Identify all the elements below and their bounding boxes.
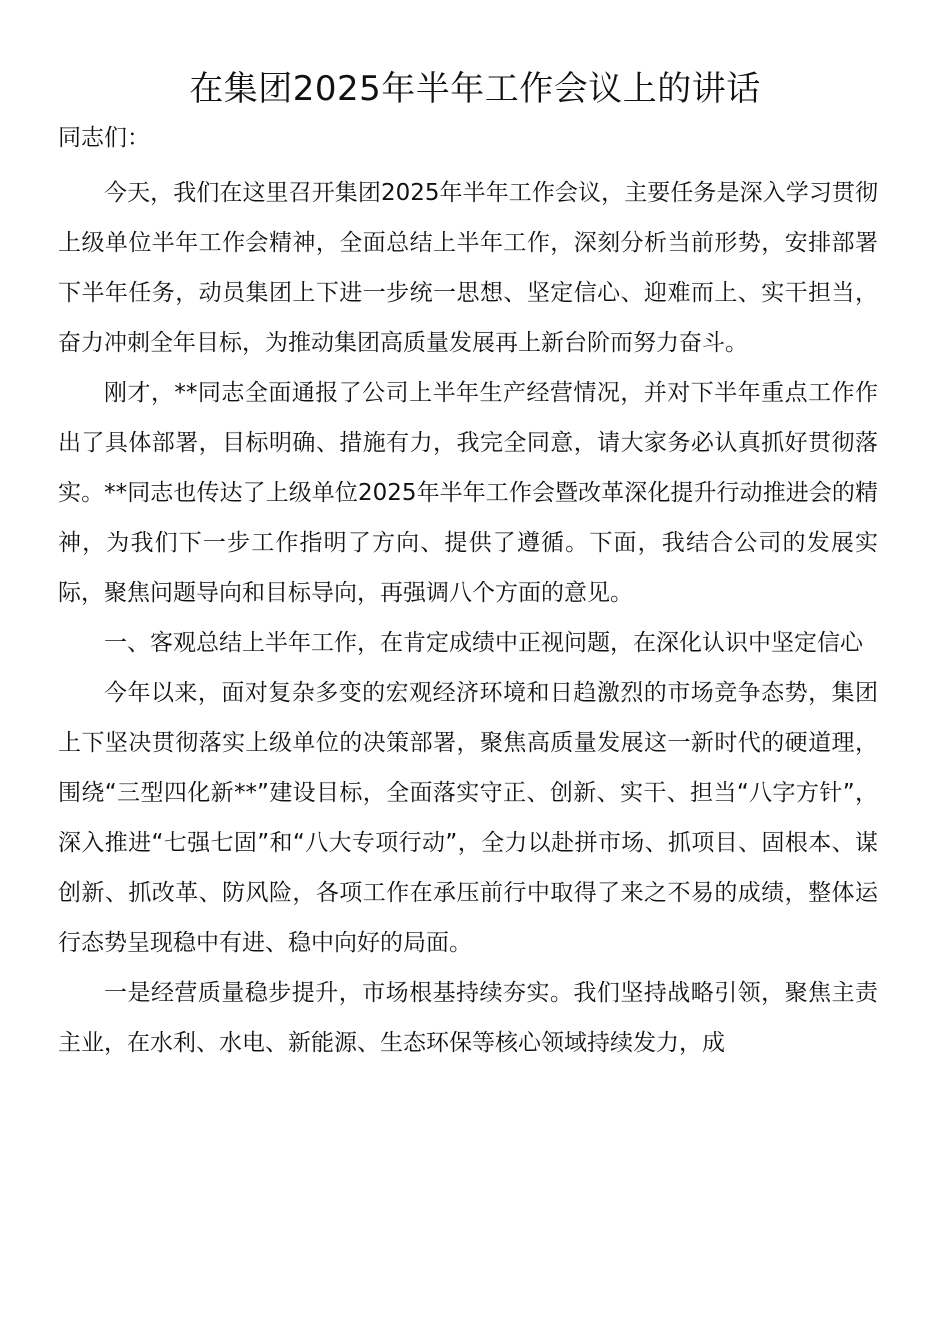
paragraph-point-1: 一是经营质量稳步提升，市场根基持续夯实。我们坚持战略引领，聚焦主责主业，在水利、水电、新能源、生态环保等核心领域持续发力，成 xyxy=(58,980,878,1056)
paragraph-opening: 今天，我们在这里召开集团2025年半年工作会议，主要任务是深入学习贯彻上级单位半年工作会精神，全面总结上半年工作，深刻分析当前形势，安排部署下半年任务，动员集团上下进一步统一思想、坚定信心、迎难而上、实干担当，奋力冲刺全年目标，为推动集团高质量发展再上新台阶而努力奋斗。 xyxy=(58,180,878,356)
document-body xyxy=(58,168,878,1068)
paragraph-report-summary: 刚才，**同志全面通报了公司上半年生产经营情况，并对下半年重点工作作出了具体部署，目标明确、措施有力，我完全同意，请大家务必认真抓好贯彻落实。**同志也传达了上级单位2025年半年工作会暨改革深化提升行动推进会的精神，为我们下一步工作指明了方向、提供了遵循。下面，我结合公司的发展实际，聚焦问题导向和目标导向，再强调八个方面的意见。 xyxy=(58,380,878,606)
document-title: 在集团2025年半年工作会议上的讲话 xyxy=(189,69,761,109)
salutation: 同志们： xyxy=(58,125,150,151)
section-heading-1: 一、客观总结上半年工作，在肯定成绩中正视问题，在深化认识中坚定信心 xyxy=(104,630,863,656)
paragraph-review: 今年以来，面对复杂多变的宏观经济环境和日趋激烈的市场竞争态势，集团上下坚决贯彻落实上级单位的决策部署，聚焦高质量发展这一新时代的硬道理，围绕“三型四化新**”建设目标，全面落实守正、创新、实干、担当“八字方针”，深入推进“七强七固”和“八大专项行动”，全力以赴拼市场、抓项目、固根本、谋创新、抓改革、防风险，各项工作在承压前行中取得了来之不易的成绩，整体运行态势呈现稳中有进、稳中向好的局面。 xyxy=(58,680,878,956)
